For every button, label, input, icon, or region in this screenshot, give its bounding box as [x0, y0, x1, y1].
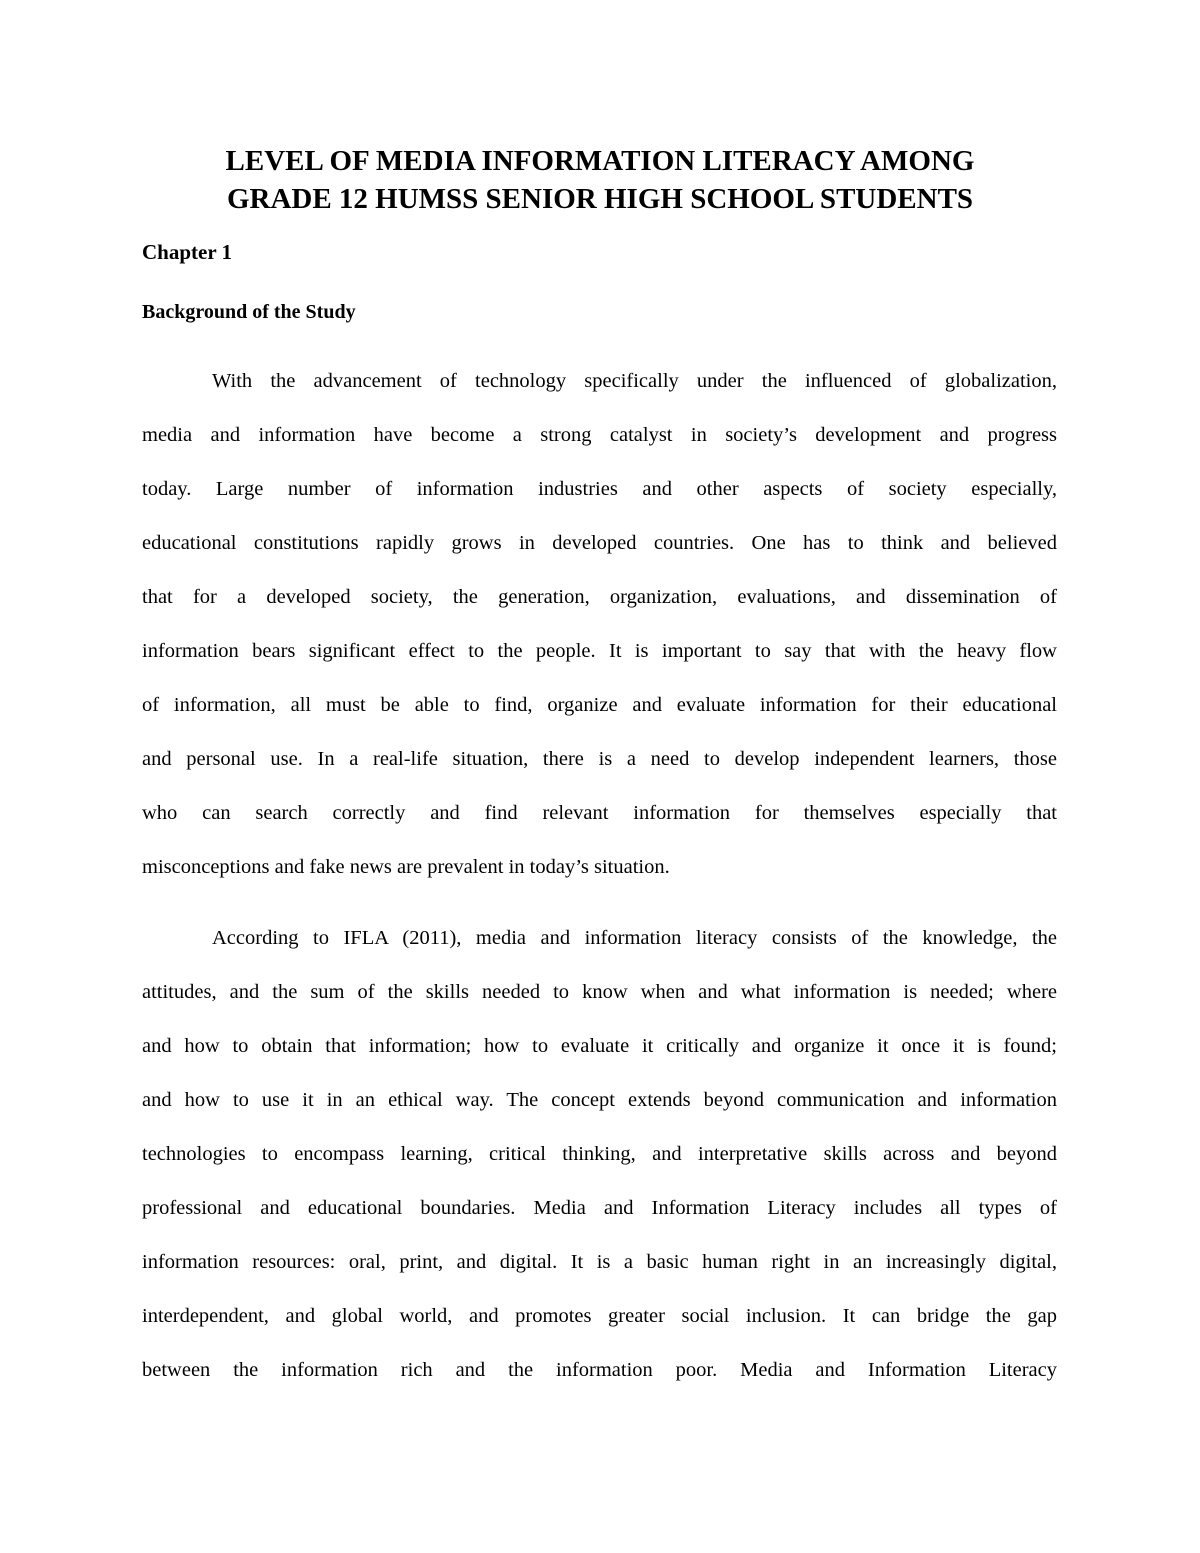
- paragraph-line: and how to use it in an ethical way. The concept extends beyond communication and information: [142, 1089, 1057, 1111]
- paragraph-line: and how to obtain that information; how to evaluate it critically and organize it once it is found;: [142, 1035, 1057, 1057]
- paragraph-line: today. Large number of information industries and other aspects of society especially,: [142, 478, 1057, 500]
- paragraph-line: information resources: oral, print, and digital. It is a basic human right in an increasingly digital,: [142, 1251, 1057, 1273]
- paragraph-background-2: [142, 911, 1057, 1397]
- paragraph-background-1: [142, 354, 1057, 894]
- paragraph-line: attitudes, and the sum of the skills needed to know when and what information is needed; where: [142, 981, 1057, 1003]
- paragraph-line: between the information rich and the information poor. Media and Information Literacy: [142, 1359, 1057, 1381]
- section-heading: Background of the Study: [142, 301, 356, 323]
- document-title: [140, 142, 1060, 218]
- chapter-heading: Chapter 1: [142, 240, 233, 264]
- paragraph-line: information bears significant effect to the people. It is important to say that with the heavy flow: [142, 640, 1057, 662]
- title-line: GRADE 12 HUMSS SENIOR HIGH SCHOOL STUDENTS: [226, 183, 974, 215]
- paragraph-line: According to IFLA (2011), media and information literacy consists of the knowledge, the: [212, 927, 1057, 949]
- paragraph-line: that for a developed society, the generation, organization, evaluations, and dissemination of: [142, 586, 1057, 608]
- paragraph-line: who can search correctly and find relevant information for themselves especially that: [142, 802, 1057, 824]
- paragraph-line: technologies to encompass learning, critical thinking, and interpretative skills across and beyond: [142, 1143, 1057, 1165]
- paragraph-line: With the advancement of technology specifically under the influenced of globalization,: [212, 370, 1057, 392]
- title-line: LEVEL OF MEDIA INFORMATION LITERACY AMONG: [225, 145, 975, 177]
- paragraph-line: media and information have become a strong catalyst in society’s development and progress: [142, 424, 1057, 446]
- paragraph-line: professional and educational boundaries. Media and Information Literacy includes all types of: [142, 1197, 1057, 1219]
- paragraph-line: interdependent, and global world, and promotes greater social inclusion. It can bridge the gap: [142, 1305, 1057, 1327]
- paragraph-line: educational constitutions rapidly grows in developed countries. One has to think and believed: [142, 532, 1057, 554]
- paragraph-line: of information, all must be able to find, organize and evaluate information for their educational: [142, 694, 1057, 716]
- paragraph-line: and personal use. In a real-life situation, there is a need to develop independent learners, those: [142, 748, 1057, 770]
- paragraph-line: misconceptions and fake news are prevalent in today’s situation.: [142, 856, 670, 878]
